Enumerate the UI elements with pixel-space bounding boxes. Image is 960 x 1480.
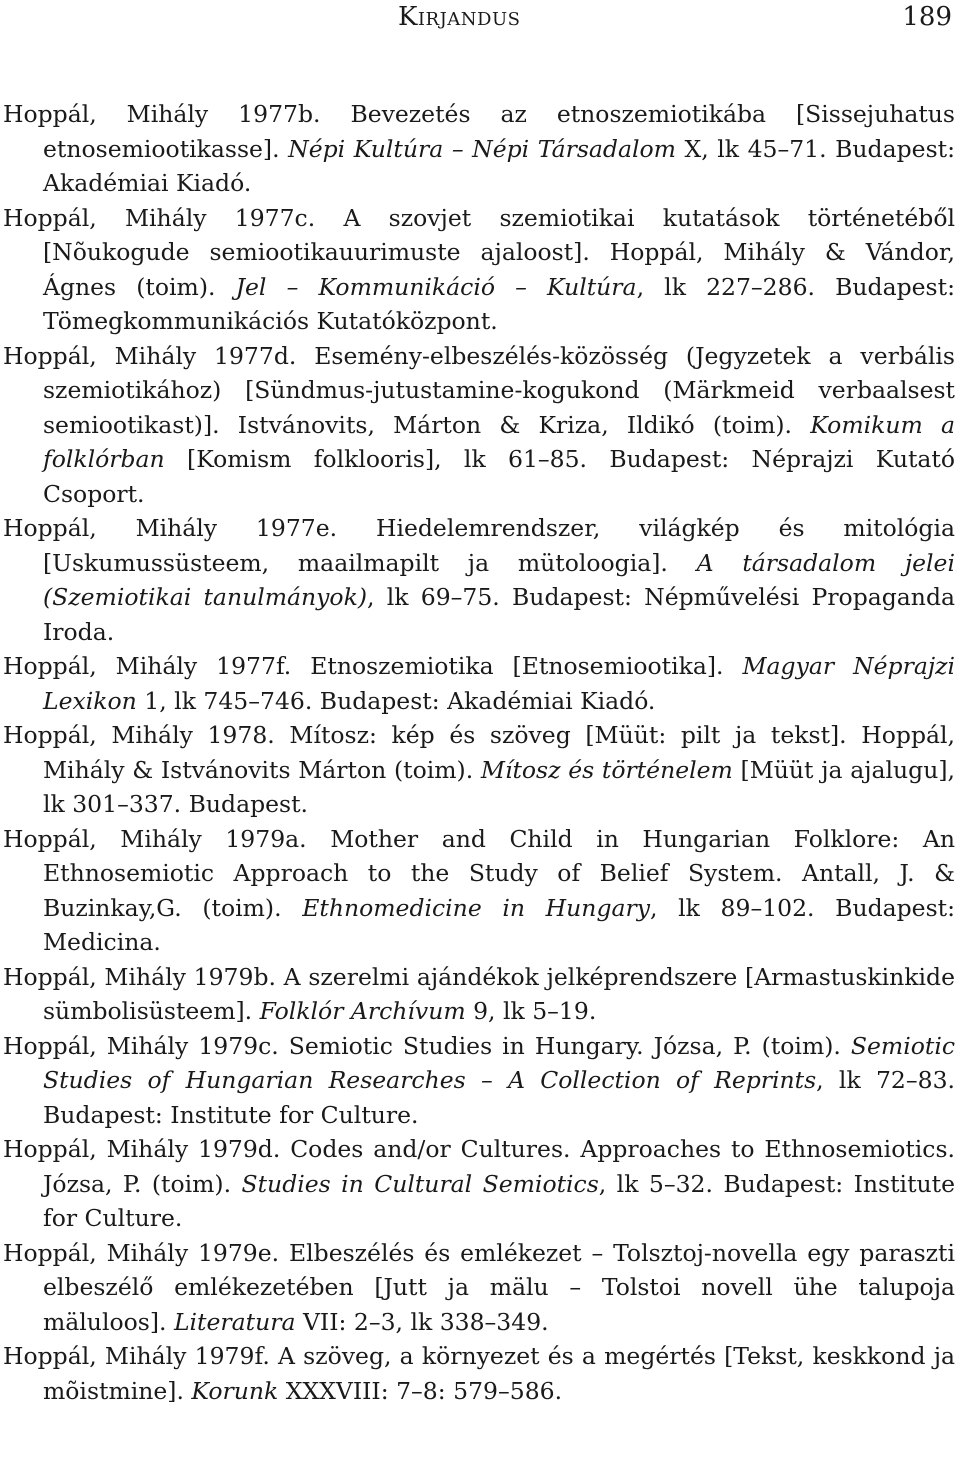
reference-details: [Komism folklooris], lk 61–85. Budapest: Néprajzi Kutató Csoport. (43, 445, 955, 508)
reference-text: Hoppál, Mihály 1979a. Mother and Child in Hungarian Folklore: An Ethnosemiotic Approach to the Study of Belief System. Antall, J. & Buzinkay,G. (toim). (3, 824, 955, 922)
reference-entry (3, 1236, 955, 1340)
reference-details: , lk 5–32. Budapest: Institute for Culture. (43, 1169, 956, 1232)
reference-entry (3, 339, 955, 512)
reference-details: VII: 2–3, lk 338–349. (295, 1307, 549, 1336)
reference-entry (3, 960, 955, 1029)
reference-title: Ethnomedicine in Hungary (302, 893, 651, 922)
reference-title: Literatura (173, 1307, 296, 1336)
reference-title: Mítosz és történelem (480, 755, 733, 784)
reference-title: Studies in Cultural Semiotics (241, 1169, 599, 1198)
reference-title: A társadalom jelei (Szemiotikai tanulmányok) (43, 548, 955, 611)
reference-text: Hoppál, Mihály 1979e. Elbeszélés és emlékezet – Tolsztoj-novella egy paraszti elbeszélő emlékezetében [Jutt ja mälu – Tolstoi novell ühe talupoja mäluloos]. (3, 1238, 955, 1336)
reference-entry (3, 822, 955, 960)
reference-entry (3, 649, 955, 718)
reference-text: Hoppál, Mihály 1977b. Bevezetés az etnoszemiotikába [Sissejuhatus etnosemiootikasse]. (3, 100, 955, 163)
reference-details: 9, lk 5–19. (465, 997, 597, 1025)
reference-text: Hoppál, Mihály 1979b. A szerelmi ajándékok jelképrendszere [Armastuskinkide sümbolisüsteem]. (3, 962, 955, 1025)
reference-details: 1, lk 745–746. Budapest: Akadémiai Kiadó. (136, 686, 656, 715)
reference-title: Folklór Archívum (259, 997, 466, 1025)
reference-details: XXXVIII: 7–8: 579–586. (278, 1376, 563, 1405)
reference-title: Magyar Néprajzi Lexikon (43, 652, 956, 715)
reference-details: [Müüt ja ajalugu], lk 301–337. Budapest. (43, 755, 955, 818)
reference-title: Korunk (191, 1376, 279, 1405)
reference-text: Hoppál, Mihály 1979c. Semiotic Studies in Hungary. Józsa, P. (toim). (3, 1031, 851, 1060)
reference-text: Hoppál, Mihály 1978. Mítosz: kép és szöveg [Müüt: pilt ja tekst]. Hoppál, Mihály & Istvánovits Márton (toim). (3, 721, 955, 784)
reference-title: Semiotic Studies of Hungarian Researches – A Collection of Reprints (43, 1031, 955, 1094)
page-header (0, 0, 960, 40)
reference-details: , lk 69–75. Budapest: Népművelési Propaganda Iroda. (43, 583, 955, 646)
reference-entry (3, 1132, 955, 1236)
reference-details: , lk 72–83. Budapest: Institute for Culture. (43, 1066, 955, 1129)
reference-entry (3, 511, 955, 649)
reference-entry (3, 201, 955, 339)
reference-entry (3, 97, 955, 201)
reference-entry (3, 1029, 955, 1133)
reference-text: Hoppál, Mihály 1979f. A szöveg, a környezet és a megértés [Tekst, keskkond ja mõistmine]. (3, 1342, 955, 1405)
reference-details: , lk 89–102. Budapest: Medicina. (43, 893, 956, 956)
reference-title: Komikum a folklórban (43, 410, 956, 473)
reference-title: Népi Kultúra – Népi Társadalom (288, 134, 676, 163)
reference-list (3, 97, 955, 1408)
running-head: Kirjandus (398, 2, 521, 32)
reference-title: Jel – Kommunikáció – Kultúra (235, 272, 637, 301)
page-number: 189 (902, 2, 952, 32)
reference-text: Hoppál, Mihály 1977d. Esemény-elbeszélés-közösség (Jegyzetek a verbális szemiotikához) [Sündmus-jutustamine-kogukond (Märkmeid verbaalsest semiootikast)]. Istvánovits, Márton & Kriza, Ildikó (toim). (3, 341, 955, 439)
reference-details: X, lk 45–71. Budapest: Akadémiai Kiadó. (43, 134, 955, 197)
reference-entry (3, 1339, 955, 1408)
reference-entry (3, 718, 955, 822)
reference-details: , lk 227–286. Budapest: Tömegkommunikációs Kutatóközpont. (43, 272, 955, 335)
reference-text: Hoppál, Mihály 1977e. Hiedelemrendszer, világkép és mitológia [Uskumussüsteem, maailmapilt ja mütoloogia]. (3, 514, 955, 577)
reference-text: Hoppál, Mihály 1979d. Codes and/or Cultures. Approaches to Ethnosemiotics. Józsa, P. (toim). (3, 1135, 955, 1198)
reference-text: Hoppál, Mihály 1977f. Etnoszemiotika [Etnosemiootika]. (3, 652, 743, 680)
reference-text: Hoppál, Mihály 1977c. A szovjet szemiotikai kutatások történetéből [Nõukogude semiootikauurimuste ajaloost]. Hoppál, Mihály & Vándor, Ágnes (toim). (3, 203, 955, 301)
